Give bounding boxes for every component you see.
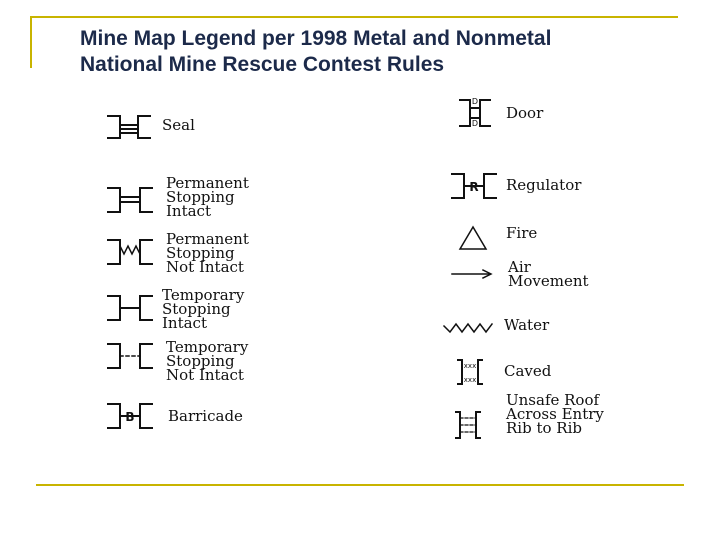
caved-symbol: [458, 360, 482, 384]
left-border-rule: [30, 16, 32, 68]
bottom-border-rule: [36, 484, 684, 486]
water-symbol: [444, 324, 492, 332]
label-temporary-stopping-not-intact: Temporary Stopping Not Intact: [166, 338, 249, 384]
label-temporary-stopping-intact: Temporary Stopping Intact: [162, 286, 245, 332]
temporary-stopping-not-intact-symbol: [108, 344, 152, 368]
barricade-symbol: [108, 404, 152, 428]
barricade-mark: B: [125, 410, 135, 424]
unsafe-roof-symbol: [456, 412, 480, 438]
label-water: Water: [504, 316, 550, 334]
regulator-mark: R: [469, 180, 479, 194]
page-title: [80, 26, 551, 78]
title-line-1: Mine Map Legend per 1998 Metal and Nonmetal: [80, 27, 552, 50]
label-fire: Fire: [506, 224, 538, 242]
label-barricade: Barricade: [168, 407, 243, 425]
label-regulator: Regulator: [506, 176, 582, 194]
caved-mark-bottom: xxx: [463, 376, 477, 384]
label-permanent-stopping-not-intact: Permanent Stopping Not Intact: [166, 230, 249, 276]
label-caved: Caved: [504, 362, 552, 380]
label-unsafe-roof: Unsafe Roof Across Entry Rib to Rib: [506, 391, 604, 437]
label-air-movement: Air Movement: [508, 258, 589, 290]
permanent-stopping-not-intact-symbol: [108, 240, 152, 264]
seal-symbol: [108, 116, 150, 138]
fire-symbol: [460, 227, 486, 249]
permanent-stopping-intact-symbol: [108, 188, 152, 212]
temporary-stopping-intact-symbol: [108, 296, 152, 320]
door-mark-top: D: [471, 97, 479, 106]
door-symbol: [460, 97, 490, 128]
caved-mark-top: xxx: [463, 362, 477, 370]
regulator-symbol: [452, 174, 496, 198]
top-border-rule: [30, 16, 678, 18]
door-mark-bottom: D: [471, 119, 479, 128]
air-movement-symbol: [452, 270, 491, 278]
label-permanent-stopping-intact: Permanent Stopping Intact: [166, 174, 249, 220]
title-line-2: National Mine Rescue Contest Rules: [80, 53, 445, 76]
label-seal: Seal: [162, 116, 195, 134]
label-door: Door: [506, 104, 544, 122]
